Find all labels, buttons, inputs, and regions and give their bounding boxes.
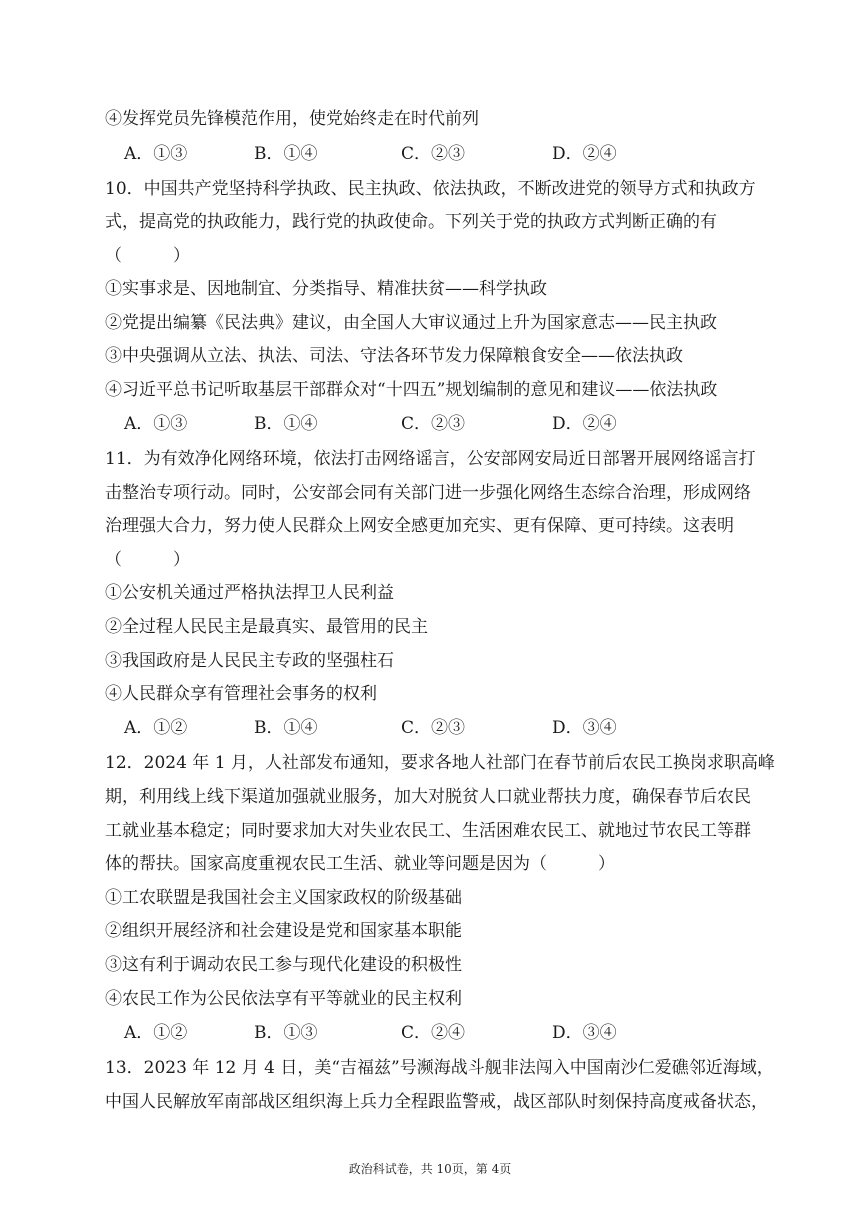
q12-stem-line-4: 体的帮扶。国家高度重视农民工生活、就业等问题是因为（ ） <box>105 854 615 874</box>
q11-choice-1: ①公安机关通过严格执法捍卫人民利益 <box>105 583 394 603</box>
q13-stem-line-1: 13．2023 年 12 月 4 日，美“吉福兹”号濒海战斗舰非法闯入中国南沙仁爱礁邻近海域， <box>105 1058 774 1078</box>
page-footer: 政治科试卷，共 10页，第 4页 <box>348 1162 512 1176</box>
q10-choice-4: ④习近平总书记听取基层干部群众对“十四五”规划编制的意见和建议——依法执政 <box>105 380 718 400</box>
option-c: C．②③ <box>401 718 466 738</box>
option-a: A．①② <box>124 1023 188 1043</box>
q12-stem-line-2: 期，利用线上线下渠道加强就业服务，加大对脱贫人口就业帮扶力度，确保春节后农民 <box>105 787 751 807</box>
option-a: A．①③ <box>124 414 188 434</box>
q11-choice-2: ②全过程人民民主是最真实、最管用的民主 <box>105 617 428 637</box>
q10-answer-blank: （ ） <box>105 246 190 266</box>
option-d: D．②④ <box>552 414 617 434</box>
q12-choice-3: ③这有利于调动农民工参与现代化建设的积极性 <box>105 955 462 975</box>
q10-choice-1: ①实事求是、因地制宜、分类指导、精准扶贫——科学执政 <box>105 279 547 299</box>
q12-stem-line-3: 工就业基本稳定；同时要求加大对失业农民工、生活困难农民工、就地过节农民工等群 <box>105 821 751 841</box>
q13-stem-line-2: 中国人民解放军南部战区组织海上兵力全程跟监警戒，战区部队时刻保持高度戒备状态， <box>105 1092 768 1112</box>
q11-stem-line-2: 击整治专项行动。同时，公安部会同有关部门进一步强化网络生态综合治理，形成网络 <box>105 483 751 503</box>
q11-stem-line-1: 11．为有效净化网络环境，依法打击网络谣言，公安部网安局近日部署开展网络谣言打 <box>105 449 756 469</box>
option-a: A．①② <box>124 718 188 738</box>
q11-stem-line-3: 治理强大合力，努力使人民群众上网安全感更加充实、更有保障、更可持续。这表明 <box>105 516 734 536</box>
q10-choice-3: ③中央强调从立法、执法、司法、守法各环节发力保障粮食安全——依法执政 <box>105 346 683 366</box>
q12-choice-1: ①工农联盟是我国社会主义国家政权的阶级基础 <box>105 888 462 908</box>
option-d: D．③④ <box>552 718 617 738</box>
option-b: B．①④ <box>254 718 318 738</box>
q11-choice-4: ④人民群众享有管理社会事务的权利 <box>105 684 377 704</box>
q12-stem-line-1: 12．2024 年 1 月，人社部发布通知，要求各地人社部门在春节前后农民工换岗求职高峰 <box>105 753 775 773</box>
q11-choice-3: ③我国政府是人民民主专政的坚强柱石 <box>105 651 394 671</box>
q12-choice-4: ④农民工作为公民依法享有平等就业的民主权利 <box>105 989 462 1009</box>
option-a: A．①③ <box>124 144 188 164</box>
option-b: B．①④ <box>254 144 318 164</box>
option-d: D．③④ <box>552 1023 617 1043</box>
q11-answer-blank: （ ） <box>105 550 190 570</box>
option-b: B．①③ <box>254 1023 318 1043</box>
q12-choice-2: ②组织开展经济和社会建设是党和国家基本职能 <box>105 921 462 941</box>
option-b: B．①④ <box>254 414 318 434</box>
option-c: C．②③ <box>401 414 466 434</box>
q10-choice-2: ②党提出编纂《民法典》建议，由全国人大审议通过上升为国家意志——民主执政 <box>105 313 717 333</box>
option-d: D．②④ <box>552 144 617 164</box>
q9-choice-4: ④发挥党员先锋模范作用，使党始终走在时代前列 <box>105 109 479 129</box>
q10-stem-line-2: 式，提高党的执政能力，践行党的执政使命。下列关于党的执政方式判断正确的有 <box>105 212 717 232</box>
q10-stem-line-1: 10．中国共产党坚持科学执政、民主执政、依法执政，不断改进党的领导方式和执政方 <box>105 179 756 199</box>
option-c: C．②③ <box>401 144 466 164</box>
option-c: C．②④ <box>401 1023 466 1043</box>
